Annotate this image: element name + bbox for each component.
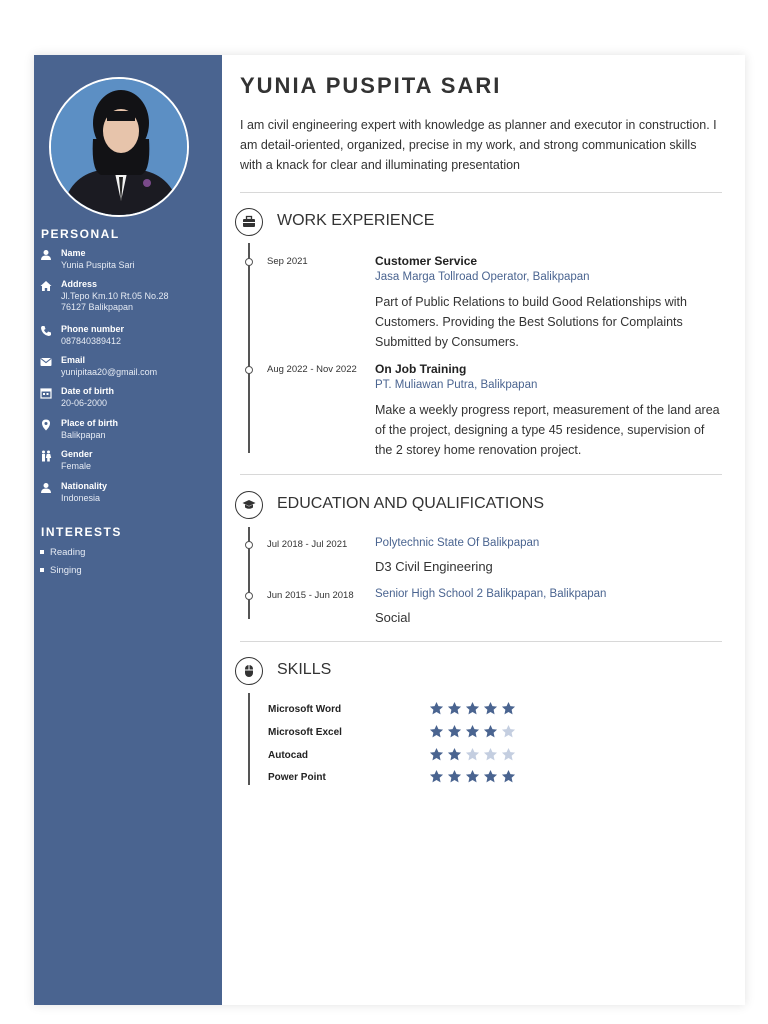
job-description: Part of Public Relations to build Good Relationships with Customers. Providing the Best Solutions for Complaints Submitted by Consumers.	[375, 295, 687, 349]
person-icon	[40, 249, 52, 261]
star-filled-icon	[429, 747, 444, 762]
personal-label: Name	[61, 248, 86, 258]
personal-label: Address	[61, 279, 98, 289]
home-icon	[40, 280, 52, 292]
skill-rating	[429, 747, 516, 762]
timeline-dot	[245, 258, 253, 266]
section-divider	[240, 474, 722, 475]
star-filled-icon	[465, 769, 480, 784]
interest-item: Singing	[40, 565, 82, 576]
job-title: On Job Training	[375, 362, 467, 376]
personal-label: Email	[61, 355, 86, 365]
star-filled-icon	[465, 701, 480, 716]
school-name: Polytechnic State Of Balikpapan	[375, 537, 540, 549]
phone-icon	[40, 325, 52, 337]
star-filled-icon	[465, 724, 480, 739]
star-empty-icon	[501, 724, 516, 739]
mouse-icon	[235, 657, 263, 685]
location-pin-icon	[40, 419, 52, 431]
work-timeline	[248, 243, 250, 453]
skill-name: Autocad	[268, 750, 308, 761]
personal-value: Indonesia	[61, 493, 101, 503]
star-filled-icon	[483, 701, 498, 716]
gender-icon	[40, 450, 52, 462]
sidebar	[34, 55, 222, 1005]
personal-value: 20-06-2000	[61, 398, 108, 408]
skills-timeline	[248, 693, 250, 785]
star-filled-icon	[501, 769, 516, 784]
job-company: PT. Muliawan Putra, Balikpapan	[375, 379, 538, 391]
star-empty-icon	[483, 747, 498, 762]
timeline-dot	[245, 366, 253, 374]
skill-name: Power Point	[268, 772, 326, 783]
calendar-icon	[40, 387, 52, 399]
star-filled-icon	[429, 769, 444, 784]
job-date: Aug 2022 - Nov 2022	[267, 364, 357, 375]
star-filled-icon	[483, 769, 498, 784]
personal-label: Gender	[61, 449, 93, 459]
personal-value: yunipitaa20@gmail.com	[61, 367, 158, 377]
timeline-dot	[245, 592, 253, 600]
work-experience-heading: WORK EXPERIENCE	[277, 212, 435, 229]
personal-label: Date of birth	[61, 386, 114, 396]
graduation-cap-icon	[235, 491, 263, 519]
skill-rating	[429, 724, 516, 739]
personal-value: Yunia Puspita Sari	[61, 260, 135, 270]
profile-photo	[49, 77, 189, 217]
education-heading: EDUCATION AND QUALIFICATIONS	[277, 495, 544, 512]
skill-rating	[429, 701, 516, 716]
star-filled-icon	[429, 724, 444, 739]
profile-summary: I am civil engineering expert with knowledge as planner and executor in construction. I am detail-oriented, organized, precise in my work, and strong communication skills with a knack for clear and illuminating presentation	[240, 118, 717, 172]
job-date: Sep 2021	[267, 256, 308, 267]
section-divider	[240, 641, 722, 642]
section-divider	[240, 192, 722, 193]
personal-value: Balikpapan	[61, 430, 106, 440]
skill-rating	[429, 769, 516, 784]
personal-label: Nationality	[61, 481, 108, 491]
interest-item: Reading	[40, 547, 85, 558]
interests-heading: INTERESTS	[41, 525, 122, 539]
star-filled-icon	[447, 701, 462, 716]
degree: D3 Civil Engineering	[375, 559, 493, 574]
skill-name: Microsoft Word	[268, 704, 342, 715]
star-filled-icon	[429, 701, 444, 716]
degree: Social	[375, 610, 411, 625]
education-date: Jul 2018 - Jul 2021	[267, 539, 348, 550]
email-icon	[40, 356, 52, 368]
skill-name: Microsoft Excel	[268, 727, 342, 738]
person-icon	[40, 482, 52, 494]
job-description: Make a weekly progress report, measurement of the land area of the project, designing a type 45 residence, supervision of the 2 storey home renovation project.	[375, 403, 720, 457]
briefcase-icon	[235, 208, 263, 236]
personal-heading: PERSONAL	[41, 227, 120, 241]
personal-value: Jl.Tepo Km.10 Rt.05 No.28 76127 Balikpapan	[61, 291, 169, 312]
resume-page	[34, 55, 745, 1005]
timeline-dot	[245, 541, 253, 549]
school-name: Senior High School 2 Balikpapan, Balikpapan	[375, 588, 607, 600]
star-filled-icon	[447, 769, 462, 784]
personal-label: Phone number	[61, 324, 125, 334]
star-filled-icon	[501, 701, 516, 716]
star-filled-icon	[447, 747, 462, 762]
star-empty-icon	[501, 747, 516, 762]
skills-heading: SKILLS	[277, 661, 332, 678]
personal-value: 087840389412	[61, 336, 122, 346]
full-name: YUNIA PUSPITA SARI	[240, 73, 502, 98]
star-filled-icon	[447, 724, 462, 739]
main-content	[222, 55, 745, 1005]
star-empty-icon	[465, 747, 480, 762]
job-company: Jasa Marga Tollroad Operator, Balikpapan	[375, 271, 590, 283]
star-filled-icon	[483, 724, 498, 739]
education-date: Jun 2015 - Jun 2018	[267, 590, 354, 601]
personal-label: Place of birth	[61, 418, 119, 428]
personal-value: Female	[61, 461, 92, 471]
job-title: Customer Service	[375, 254, 478, 268]
